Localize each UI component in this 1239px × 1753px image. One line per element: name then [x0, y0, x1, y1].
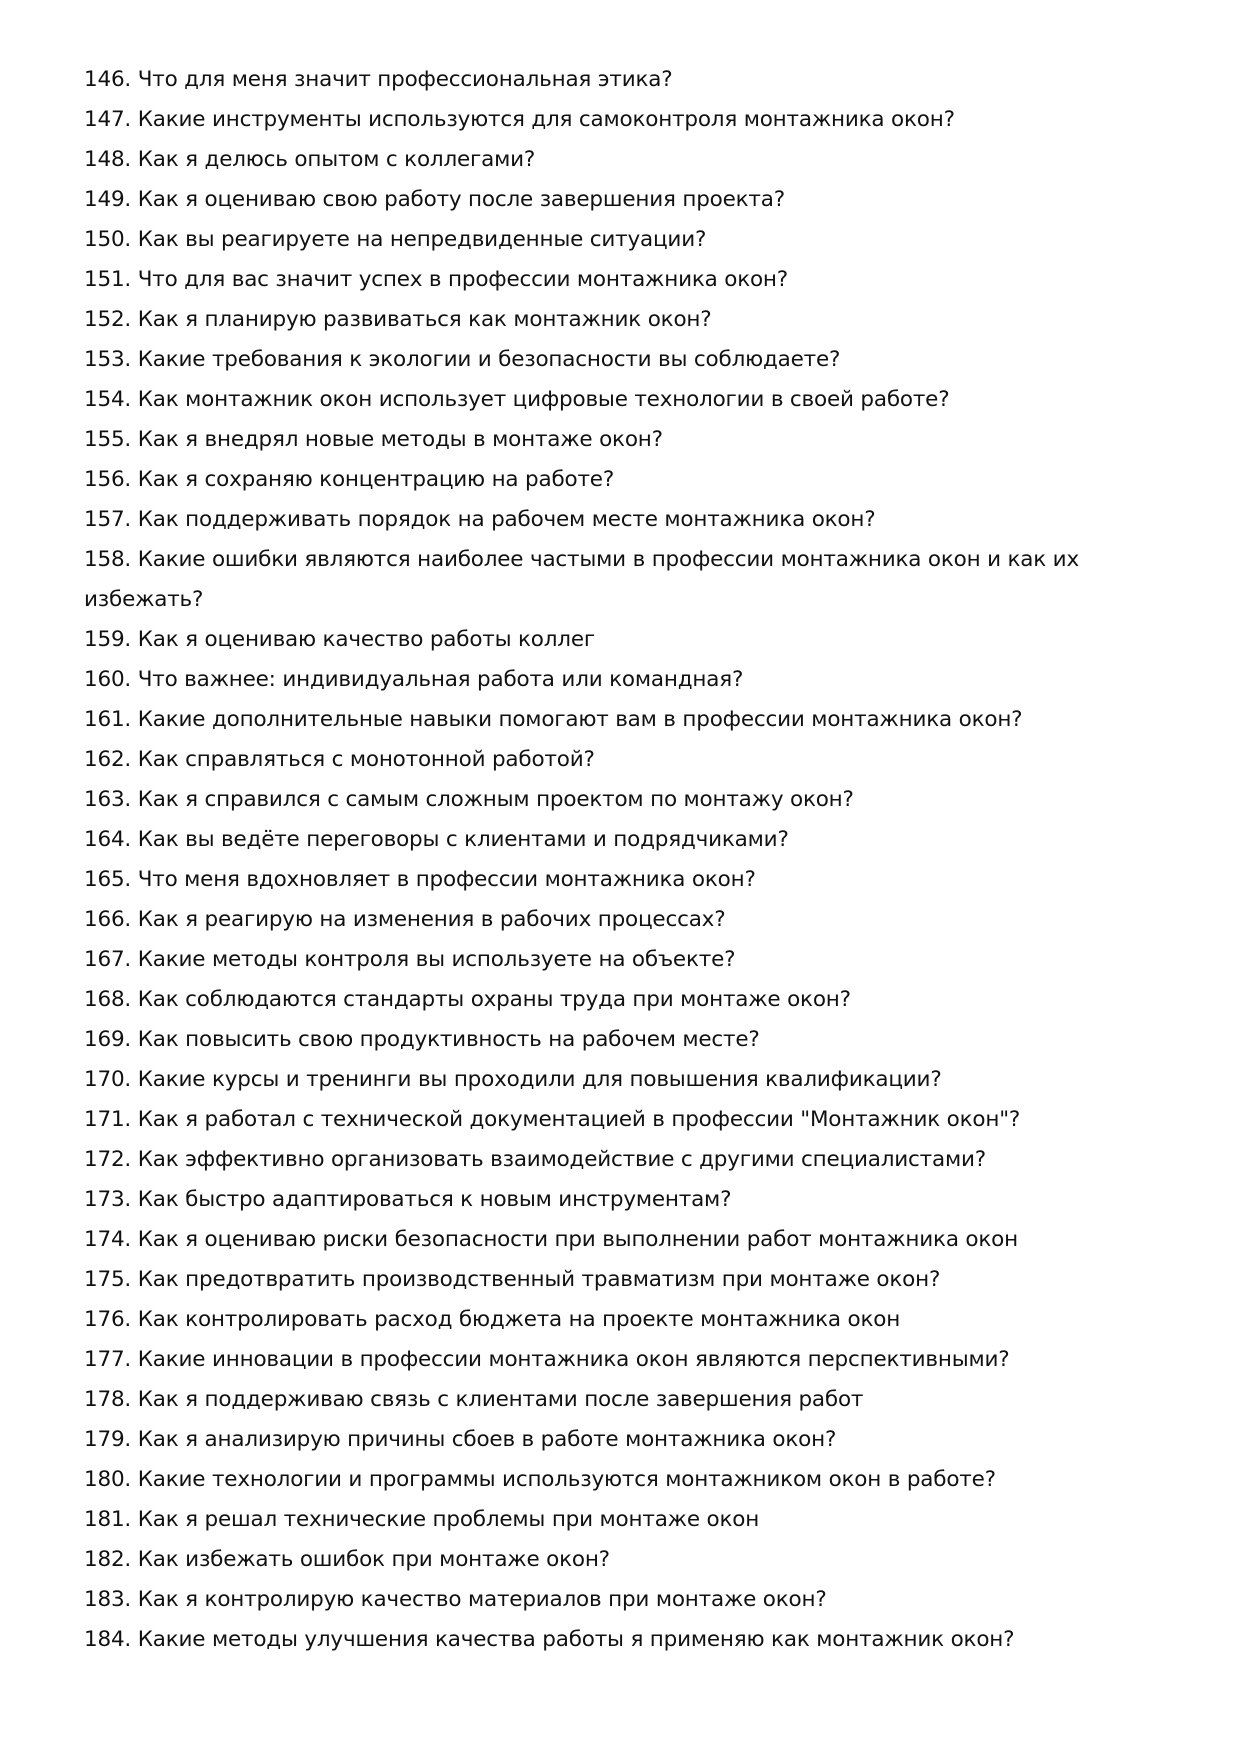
question-item: 173. Как быстро адаптироваться к новым инструментам?	[84, 1187, 732, 1212]
question-item: 150. Как вы реагируете на непредвиденные ситуации?	[84, 227, 707, 252]
document-page	[84, 60, 1164, 1660]
question-item: 162. Как справляться с монотонной работой?	[84, 747, 595, 772]
question-item: 163. Как я справился с самым сложным проектом по монтажу окон?	[84, 787, 854, 812]
question-item: 169. Как повысить свою продуктивность на рабочем месте?	[84, 1027, 760, 1052]
question-item: 179. Как я анализирую причины сбоев в работе монтажника окон?	[84, 1427, 837, 1452]
question-item: 176. Как контролировать расход бюджета на проекте монтажника окон	[84, 1307, 901, 1332]
question-item: 174. Как я оцениваю риски безопасности при выполнении работ монтажника окон	[84, 1227, 1018, 1252]
question-item: 152. Как я планирую развиваться как монтажник окон?	[84, 307, 712, 332]
question-item: 158. Какие ошибки являются наиболее частыми в профессии монтажника окон и как их избежать?	[84, 547, 1079, 612]
question-item: 161. Какие дополнительные навыки помогают вам в профессии монтажника окон?	[84, 707, 1023, 732]
question-item: 166. Как я реагирую на изменения в рабочих процессах?	[84, 907, 726, 932]
question-item: 184. Какие методы улучшения качества работы я применяю как монтажник окон?	[84, 1627, 1015, 1652]
question-item: 168. Как соблюдаются стандарты охраны труда при монтаже окон?	[84, 987, 851, 1012]
question-item: 164. Как вы ведёте переговоры с клиентами и подрядчиками?	[84, 827, 789, 852]
question-item: 146. Что для меня значит профессиональная этика?	[84, 67, 673, 92]
question-item: 148. Как я делюсь опытом с коллегами?	[84, 147, 536, 172]
question-list	[84, 60, 1164, 1660]
question-item: 159. Как я оцениваю качество работы коллег	[84, 627, 595, 652]
question-item: 175. Как предотвратить производственный травматизм при монтаже окон?	[84, 1267, 941, 1292]
question-item: 155. Как я внедрял новые методы в монтаже окон?	[84, 427, 663, 452]
question-item: 178. Как я поддерживаю связь с клиентами после завершения работ	[84, 1387, 864, 1412]
question-item: 181. Как я решал технические проблемы при монтаже окон	[84, 1507, 760, 1532]
question-item: 182. Как избежать ошибок при монтаже окон?	[84, 1547, 610, 1572]
question-item: 165. Что меня вдохновляет в профессии монтажника окон?	[84, 867, 756, 892]
question-item: 172. Как эффективно организовать взаимодействие с другими специалистами?	[84, 1147, 986, 1172]
question-item: 153. Какие требования к экологии и безопасности вы соблюдаете?	[84, 347, 841, 372]
question-item: 183. Как я контролирую качество материалов при монтаже окон?	[84, 1587, 827, 1612]
question-item: 180. Какие технологии и программы используются монтажником окон в работе?	[84, 1467, 996, 1492]
question-item: 151. Что для вас значит успех в профессии монтажника окон?	[84, 267, 788, 292]
question-item: 157. Как поддерживать порядок на рабочем месте монтажника окон?	[84, 507, 876, 532]
question-item: 171. Как я работал с технической документацией в профессии "Монтажник окон"?	[84, 1107, 1021, 1132]
question-item: 149. Как я оцениваю свою работу после завершения проекта?	[84, 187, 785, 212]
question-item: 154. Как монтажник окон использует цифровые технологии в своей работе?	[84, 387, 950, 412]
question-item: 170. Какие курсы и тренинги вы проходили для повышения квалификации?	[84, 1067, 942, 1092]
question-item: 156. Как я сохраняю концентрацию на работе?	[84, 467, 615, 492]
question-item: 167. Какие методы контроля вы используете на объекте?	[84, 947, 736, 972]
question-item: 177. Какие инновации в профессии монтажника окон являются перспективными?	[84, 1347, 1010, 1372]
question-item: 160. Что важнее: индивидуальная работа или командная?	[84, 667, 744, 692]
question-item: 147. Какие инструменты используются для самоконтроля монтажника окон?	[84, 107, 955, 132]
